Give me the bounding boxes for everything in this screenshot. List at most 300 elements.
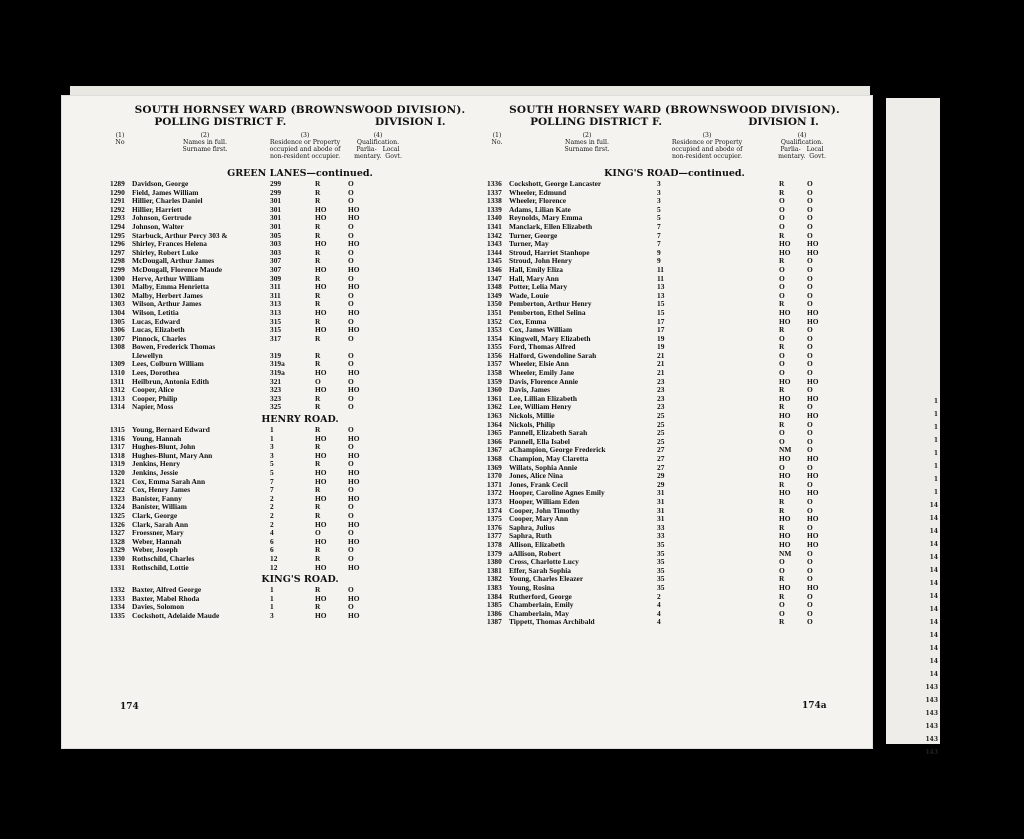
elector-address: 31 (657, 496, 665, 506)
parliamentary-qualification: O (779, 436, 785, 446)
elector-name: Johnson, Gertrude (132, 213, 192, 223)
elector-name: Hall, Mary Ann (509, 273, 559, 283)
elector-address: 5 (270, 459, 274, 469)
elector-address: 5 (270, 468, 274, 477)
right-district-line (487, 116, 862, 128)
elector-address: 315 (270, 325, 282, 335)
elector-number: 1320 (110, 468, 125, 477)
parliamentary-qualification: R (315, 299, 321, 309)
street-heading: GREEN LANES—continued. (227, 168, 373, 179)
elector-address: 2 (270, 493, 274, 503)
parliamentary-qualification: R (315, 510, 321, 520)
edge-number: 14 (929, 658, 938, 665)
edge-number: 1 (933, 476, 938, 483)
elector-name: Lucas, Elizabeth (132, 325, 185, 335)
elector-number: 1337 (487, 187, 502, 197)
local-govt-qualification: O (807, 565, 813, 575)
parliamentary-qualification: HO (315, 562, 327, 572)
elector-number: 1376 (487, 522, 502, 532)
elector-address: 301 (270, 196, 282, 206)
left-entries (110, 168, 490, 621)
elector-name: Wheeler, Elsie Ann (509, 359, 569, 369)
elector-name: Field, James William (132, 187, 199, 197)
edge-number: 14 (929, 632, 938, 639)
elector-name: Lees, Colburn William (132, 359, 204, 369)
elector-number: 1329 (110, 545, 125, 555)
elector-row (110, 564, 490, 573)
edge-number: 143 (925, 684, 938, 691)
elector-number: 1341 (487, 221, 502, 231)
elector-number: 1360 (487, 385, 502, 395)
elector-name: Cockshott, Adelaide Maude (132, 610, 220, 620)
parliamentary-qualification: O (779, 428, 785, 438)
elector-number: 1348 (487, 282, 502, 292)
elector-name: Kingwell, Mary Elizabeth (509, 333, 591, 343)
right-col-header-qualification: (4) Qualification. Parlia- Local mentary. Govt. (778, 132, 826, 160)
left-district-line (110, 116, 490, 128)
local-govt-qualification: HO (348, 385, 360, 395)
edge-number: 1 (933, 489, 938, 496)
local-govt-qualification: O (348, 585, 354, 595)
elector-name: Potter, Lelia Mary (509, 282, 568, 292)
local-govt-qualification: HO (348, 562, 360, 572)
elector-name: Tippett, Thomas Archibald (509, 617, 595, 627)
elector-number: 1342 (487, 230, 502, 240)
elector-number: 1371 (487, 479, 502, 489)
elector-number: 1305 (110, 316, 125, 326)
elector-number: 1358 (487, 368, 502, 378)
local-govt-qualification: O (807, 548, 813, 558)
local-govt-qualification: O (807, 522, 813, 532)
parliamentary-qualification: R (315, 502, 321, 512)
local-govt-qualification: O (807, 428, 813, 438)
elector-name: Napier, Moss (132, 402, 174, 412)
elector-number: 1333 (110, 593, 125, 603)
elector-name: Halford, Gwendoline Sarah (509, 350, 597, 360)
left-page-number: 174 (120, 702, 139, 712)
elector-name: Starbuck, Arthur Percy 303 & (132, 230, 228, 240)
elector-name: Llewellyn (132, 350, 163, 360)
elector-name: Pinnock, Charles (132, 333, 187, 343)
elector-number: 1377 (487, 531, 502, 541)
parliamentary-qualification: HO (315, 282, 327, 292)
parliamentary-qualification: HO (315, 385, 327, 395)
elector-address: 31 (657, 505, 665, 515)
elector-number: 1332 (110, 585, 125, 595)
elector-name: Cooper, Alice (132, 385, 175, 395)
elector-number: 1380 (487, 557, 502, 567)
elector-number: 1357 (487, 359, 502, 369)
elector-name: Cooper, John Timothy (509, 505, 580, 515)
elector-number: 1325 (110, 510, 125, 520)
right-ward-title: SOUTH HORNSEY WARD (BROWNSWOOD DIVISION). (509, 104, 840, 116)
elector-address: 1 (270, 585, 274, 595)
elector-name: Turner, May (509, 239, 549, 249)
parliamentary-qualification: HO (315, 433, 327, 443)
elector-number: 1381 (487, 565, 502, 575)
elector-address: 2 (270, 510, 274, 520)
elector-address: 3 (657, 187, 661, 197)
local-govt-qualification: O (348, 256, 354, 266)
elector-number: 1298 (110, 256, 125, 266)
parliamentary-qualification: O (779, 213, 785, 223)
elector-number: 1364 (487, 419, 502, 429)
local-govt-qualification: O (807, 617, 813, 627)
parliamentary-qualification: NM (779, 445, 792, 455)
elector-name: Hillier, Harriett (132, 204, 182, 214)
street-heading: HENRY ROAD. (261, 414, 339, 426)
elector-name: Cox, Emma (509, 316, 547, 326)
elector-address: 299 (270, 179, 282, 188)
local-govt-qualification: O (348, 247, 354, 257)
elector-name: Adams, Lilian Kate (509, 204, 571, 214)
parliamentary-qualification: R (779, 230, 785, 240)
local-govt-qualification: HO (348, 204, 360, 214)
parliamentary-qualification: O (779, 273, 785, 283)
elector-name: Cross, Charlotte Lucy (509, 557, 579, 567)
elector-number: 1315 (110, 425, 125, 435)
local-govt-qualification: O (807, 359, 813, 369)
elector-name: Shirley, Robert Luke (132, 247, 199, 257)
elector-name: Jenkins, Jessie (132, 468, 178, 477)
local-govt-qualification: O (807, 264, 813, 274)
elector-name: Banister, William (132, 502, 187, 512)
parliamentary-qualification: O (779, 462, 785, 472)
elector-address: 35 (657, 582, 665, 592)
parliamentary-qualification: R (779, 479, 785, 489)
register-page (62, 96, 872, 748)
parliamentary-qualification: R (315, 359, 321, 369)
parliamentary-qualification: HO (315, 468, 327, 477)
parliamentary-qualification: R (315, 179, 321, 188)
local-govt-qualification: O (348, 221, 354, 231)
elector-address: 323 (270, 385, 282, 395)
local-govt-qualification: HO (807, 239, 819, 249)
local-govt-qualification: O (807, 325, 813, 335)
local-govt-qualification: O (807, 204, 813, 214)
elector-name: Herve, Arthur William (132, 273, 205, 283)
parliamentary-qualification: R (315, 553, 321, 563)
elector-address: 319 (270, 350, 282, 360)
parliamentary-qualification: HO (779, 376, 791, 386)
local-govt-qualification: O (348, 350, 354, 360)
local-govt-qualification: O (348, 553, 354, 563)
elector-number: 1294 (110, 221, 125, 231)
elector-address: 7 (657, 230, 661, 240)
elector-address: 17 (657, 325, 665, 335)
elector-number: 1336 (487, 179, 502, 188)
parliamentary-qualification: HO (779, 514, 791, 524)
parliamentary-qualification: HO (779, 488, 791, 498)
elector-address: 301 (270, 204, 282, 214)
elector-number: 1368 (487, 454, 502, 463)
elector-address: 29 (657, 471, 665, 481)
local-govt-qualification: O (807, 256, 813, 266)
elector-address: 3 (270, 450, 274, 460)
right-col-header-no: (1) No. (491, 132, 503, 146)
elector-address: 33 (657, 531, 665, 541)
elector-address: 1 (270, 602, 274, 612)
elector-number: 1351 (487, 307, 502, 317)
elector-address: 313 (270, 299, 282, 309)
parliamentary-qualification: HO (779, 531, 791, 541)
parliamentary-qualification: O (779, 368, 785, 378)
right-page-number: 174a (802, 701, 827, 711)
local-govt-qualification: O (348, 230, 354, 240)
elector-number: 1369 (487, 462, 502, 472)
edge-number: 14 (929, 502, 938, 509)
elector-name: McDougall, Arthur James (132, 256, 215, 266)
elector-name: Baxter, Mabel Rhoda (132, 593, 200, 603)
parliamentary-qualification: R (779, 574, 785, 584)
local-govt-qualification: HO (348, 307, 360, 317)
parliamentary-qualification: O (779, 204, 785, 214)
elector-name: Stroud, John Henry (509, 256, 572, 266)
elector-number: 1375 (487, 514, 502, 524)
local-govt-qualification: O (807, 187, 813, 197)
local-govt-qualification: O (807, 368, 813, 378)
elector-address: 319a (270, 368, 285, 378)
edge-number: 1 (933, 411, 938, 418)
elector-number: 1308 (110, 342, 125, 352)
elector-name: Pemberton, Ethel Selina (509, 307, 586, 317)
parliamentary-qualification: O (779, 264, 785, 274)
elector-address: 323 (270, 393, 282, 403)
elector-address: 6 (270, 536, 274, 546)
parliamentary-qualification: R (315, 256, 321, 266)
edge-number: 1 (933, 437, 938, 444)
local-govt-qualification: O (807, 333, 813, 343)
elector-number: 1316 (110, 433, 125, 443)
elector-name: Cox, Henry James (132, 485, 191, 495)
local-govt-qualification: O (807, 600, 813, 610)
parliamentary-qualification: R (315, 333, 321, 343)
elector-name: Lees, Dorothea (132, 368, 180, 378)
edge-number: 1 (933, 398, 938, 405)
elector-name: Clark, Sarah Ann (132, 519, 189, 529)
parliamentary-qualification: R (315, 459, 321, 469)
edge-number: 143 (925, 723, 938, 730)
parliamentary-qualification: HO (315, 536, 327, 546)
elector-name: Wheeler, Florence (509, 196, 567, 206)
elector-name: Champion, May Claretta (509, 454, 589, 463)
parliamentary-qualification: HO (779, 307, 791, 317)
local-govt-qualification: HO (348, 264, 360, 274)
parliamentary-qualification: R (779, 325, 785, 335)
right-column-headers (487, 132, 862, 166)
elector-address: 3 (270, 610, 274, 620)
parliamentary-qualification: HO (315, 476, 327, 486)
local-govt-qualification: O (348, 299, 354, 309)
parliamentary-qualification: HO (779, 539, 791, 549)
elector-number: 1383 (487, 582, 502, 592)
edge-number: 143 (925, 736, 938, 743)
parliamentary-qualification: R (315, 290, 321, 300)
edge-number: 14 (929, 554, 938, 561)
elector-name: Jenkins, Henry (132, 459, 181, 469)
elector-number: 1372 (487, 488, 502, 498)
local-govt-qualification: HO (807, 488, 819, 498)
elector-address: 25 (657, 428, 665, 438)
local-govt-qualification: O (807, 350, 813, 360)
elector-number: 1361 (487, 393, 502, 403)
parliamentary-qualification: R (315, 545, 321, 555)
local-govt-qualification: O (348, 359, 354, 369)
elector-address: 301 (270, 221, 282, 231)
elector-number: 1310 (110, 368, 125, 378)
elector-number: 1312 (110, 385, 125, 395)
local-govt-qualification: HO (807, 393, 819, 403)
edge-number: 1 (933, 424, 938, 431)
elector-address: 303 (270, 239, 282, 249)
parliamentary-qualification: R (779, 402, 785, 412)
elector-name: Banister, Fanny (132, 493, 182, 503)
elector-row (110, 612, 490, 621)
local-govt-qualification: O (348, 290, 354, 300)
elector-address: 7 (270, 476, 274, 486)
elector-address: 15 (657, 299, 665, 309)
elector-name: Ford, Thomas Alfred (509, 342, 576, 352)
elector-name: aChampion, George Frederick (509, 445, 606, 455)
elector-number: 1387 (487, 617, 502, 627)
elector-name: Pemberton, Arthur Henry (509, 299, 592, 309)
parliamentary-qualification: R (315, 425, 321, 435)
elector-name: Willats, Sophia Annie (509, 462, 578, 472)
street-heading: KING'S ROAD—continued. (604, 168, 745, 179)
elector-number: 1322 (110, 485, 125, 495)
elector-number: 1307 (110, 333, 125, 343)
elector-address: 315 (270, 316, 282, 326)
elector-name: Wilson, Letitia (132, 307, 179, 317)
elector-address: 313 (270, 307, 282, 317)
elector-name: aAllison, Robert (509, 548, 561, 558)
elector-number: 1293 (110, 213, 125, 223)
elector-address: 13 (657, 290, 665, 300)
elector-number: 1296 (110, 239, 125, 249)
parliamentary-qualification: O (779, 608, 785, 618)
right-entries (487, 168, 862, 627)
elector-name: Wade, Louie (509, 290, 549, 300)
elector-address: 27 (657, 462, 665, 472)
elector-address: 1 (270, 433, 274, 443)
elector-address: 27 (657, 445, 665, 455)
elector-address: 7 (657, 221, 661, 231)
local-govt-qualification: O (807, 557, 813, 567)
elector-name: Cooper, Mary Ann (509, 514, 569, 524)
elector-number: 1302 (110, 290, 125, 300)
elector-name: Davies, Solomon (132, 602, 185, 612)
local-govt-qualification: O (807, 290, 813, 300)
local-govt-qualification: O (807, 213, 813, 223)
adjacent-page-edge (886, 98, 940, 756)
local-govt-qualification: O (348, 196, 354, 206)
elector-address: 23 (657, 376, 665, 386)
elector-address: 311 (270, 282, 281, 292)
elector-address: 12 (270, 562, 278, 572)
left-col-header-residence: (3) Residence or Property occupied and abode of non-resident occupier. (269, 132, 341, 160)
local-govt-qualification: HO (348, 519, 360, 529)
local-govt-qualification: O (348, 602, 354, 612)
local-govt-qualification: HO (807, 307, 819, 317)
elector-number: 1347 (487, 273, 502, 283)
parliamentary-qualification: R (315, 485, 321, 495)
local-govt-qualification: O (807, 402, 813, 412)
elector-address: 3 (657, 196, 661, 206)
elector-name: Hooper, William Eden (509, 496, 580, 506)
parliamentary-qualification: O (779, 600, 785, 610)
elector-name: Weber, Joseph (132, 545, 178, 555)
edge-number: 14 (929, 528, 938, 535)
parliamentary-qualification: O (779, 565, 785, 575)
elector-address: 23 (657, 385, 665, 395)
local-govt-qualification: HO (348, 450, 360, 460)
parliamentary-qualification: O (779, 557, 785, 567)
elector-address: 311 (270, 290, 281, 300)
elector-name: Baxter, Alfred George (132, 585, 202, 595)
elector-name: Shirley, Frances Helena (132, 239, 207, 249)
elector-name: Davis, Florence Annie (509, 376, 579, 386)
elector-address: 17 (657, 316, 665, 326)
local-govt-qualification: HO (348, 476, 360, 486)
local-govt-qualification: HO (348, 468, 360, 477)
local-govt-qualification: O (807, 419, 813, 429)
parliamentary-qualification: R (315, 316, 321, 326)
elector-number: 1299 (110, 264, 125, 274)
local-govt-qualification: HO (807, 316, 819, 326)
parliamentary-qualification: R (315, 196, 321, 206)
elector-number: 1367 (487, 445, 502, 455)
parliamentary-qualification: R (779, 591, 785, 601)
elector-address: 325 (270, 402, 282, 412)
elector-address: 309 (270, 273, 282, 283)
elector-number: 1306 (110, 325, 125, 335)
elector-number: 1321 (110, 476, 125, 486)
elector-name: Cooper, Philip (132, 393, 178, 403)
local-govt-qualification: O (807, 574, 813, 584)
local-govt-qualification: O (807, 273, 813, 283)
elector-address: 3 (657, 179, 661, 188)
elector-name: Davidson, George (132, 179, 189, 188)
elector-number: 1289 (110, 179, 125, 188)
right-division: DIVISION I. (748, 116, 819, 128)
parliamentary-qualification: O (779, 333, 785, 343)
local-govt-qualification: HO (348, 610, 360, 620)
left-col-header-qualification: (4) Qualification. Parlia- Local mentary. Govt. (354, 132, 402, 160)
elector-address: 307 (270, 264, 282, 274)
edge-number: 14 (929, 619, 938, 626)
elector-name: Rothschild, Charles (132, 553, 195, 563)
local-govt-qualification: O (348, 376, 354, 386)
elector-number: 1311 (110, 376, 125, 386)
elector-address: 9 (657, 256, 661, 266)
elector-number: 1354 (487, 333, 502, 343)
parliamentary-qualification: R (779, 419, 785, 429)
elector-name: Young, Hannah (132, 433, 182, 443)
elector-number: 1384 (487, 591, 502, 601)
elector-number: 1295 (110, 230, 125, 240)
elector-name: Lucas, Edward (132, 316, 181, 326)
parliamentary-qualification: O (779, 359, 785, 369)
elector-name: Hughes-Blunt, Mary Ann (132, 450, 213, 460)
edge-number: 14 (929, 645, 938, 652)
elector-number: 1335 (110, 610, 125, 620)
local-govt-qualification: O (348, 402, 354, 412)
elector-number: 1324 (110, 502, 125, 512)
edge-number: 143 (925, 749, 938, 756)
parliamentary-qualification: HO (315, 368, 327, 378)
elector-address: 21 (657, 368, 665, 378)
elector-address: 303 (270, 247, 282, 257)
